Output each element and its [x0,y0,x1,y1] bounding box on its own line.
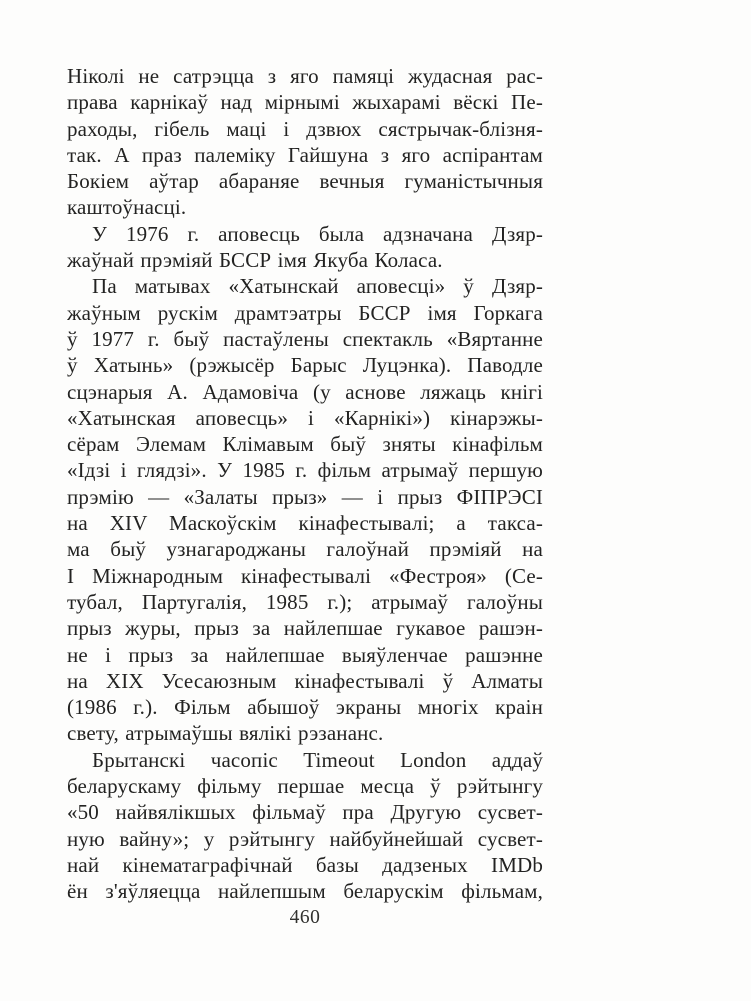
paragraph [67,63,543,221]
text-line: Брытанскі часопіс Timeout London аддаў [92,747,543,772]
page-number: 460 [289,907,321,928]
text-line: на XIV Маскоўскім кінафестывалі; а такса- [67,511,543,536]
text-line: каштоўнасці. [67,195,187,220]
text-line: жаўным рускім драмтэатры БССР імя Горкага [67,300,543,325]
text-line: ў 1977 г. быў пастаўлены спектакль «Вяртанне [67,326,543,351]
text-line: I Міжнародным кінафестывалі «Фестроя» (Се- [67,563,543,588]
text-line: «Хатынская аповесць» і «Карнікі») кінарэжы- [67,405,543,430]
text-line: сёрам Элемам Клімавым быў зняты кінафільм [67,432,543,457]
text-line: ма быў узнагароджаны галоўнай прэміяй на [67,537,543,562]
text-line: У 1976 г. аповесць была адзначана Дзяр- [92,221,543,246]
paragraph [67,273,543,746]
text-line: тубал, Партугалія, 1985 г.); атрымаў галоўны [67,589,543,614]
text-line: Па матывах «Хатынскай аповесці» ў Дзяр- [92,274,543,299]
text-line: ную вайну»; у рэйтынгу найбуйнейшай сусвет- [67,826,543,851]
page-text [67,63,543,905]
text-line: (1986 г.). Фільм абышоў экраны многіх краін [67,695,543,720]
paragraph [67,747,543,905]
text-line: прыз журы, прыз за найлепшае гукавое рашэн- [67,616,543,641]
paragraph [67,221,543,274]
text-line: ў Хатынь» (рэжысёр Барыс Луцэнка). Паводле [67,353,543,378]
text-line: сцэнарыя А. Адамовіча (у аснове ляжаць кнігі [67,379,543,404]
text-line: беларускаму фільму першае месца ў рэйтынгу [67,774,543,799]
text-line: «Ідзі і глядзі». У 1985 г. фільм атрымаў першую [67,458,543,483]
text-line: раходы, гібель маці і дзвюх сястрычак-блізня- [67,116,543,141]
text-line: прэмію — «Залаты прыз» — і прыз ФІПРЭСІ [67,484,543,509]
text-line: Ніколі не сатрэцца з яго памяці жудасная рас- [67,64,543,88]
text-line: жаўнай прэміяй БССР імя Якуба Коласа. [67,248,443,273]
text-line: «50 найвялікшых фільмаў пра Другую сусвет- [67,800,543,825]
text-line: на XIX Усесаюзным кінафестывалі ў Алматы [67,668,543,693]
text-line: най кінематаграфічнай базы дадзеных IMDb [67,852,543,877]
text-line: свету, атрымаўшы вялікі рэзананс. [67,721,384,746]
text-line: так. А праз палеміку Гайшуна з яго аспірантам [67,142,543,167]
text-line: права карнікаў над мірнымі жыхарамі вёскі Пе- [67,90,543,115]
text-line: не і прыз за найлепшае выяўленчае рашэнне [67,642,543,667]
text-line: ён з'яўляецца найлепшым беларускім фільмам, [67,879,543,904]
text-line: Бокіем аўтар абараняе вечныя гуманістычныя [67,169,543,194]
